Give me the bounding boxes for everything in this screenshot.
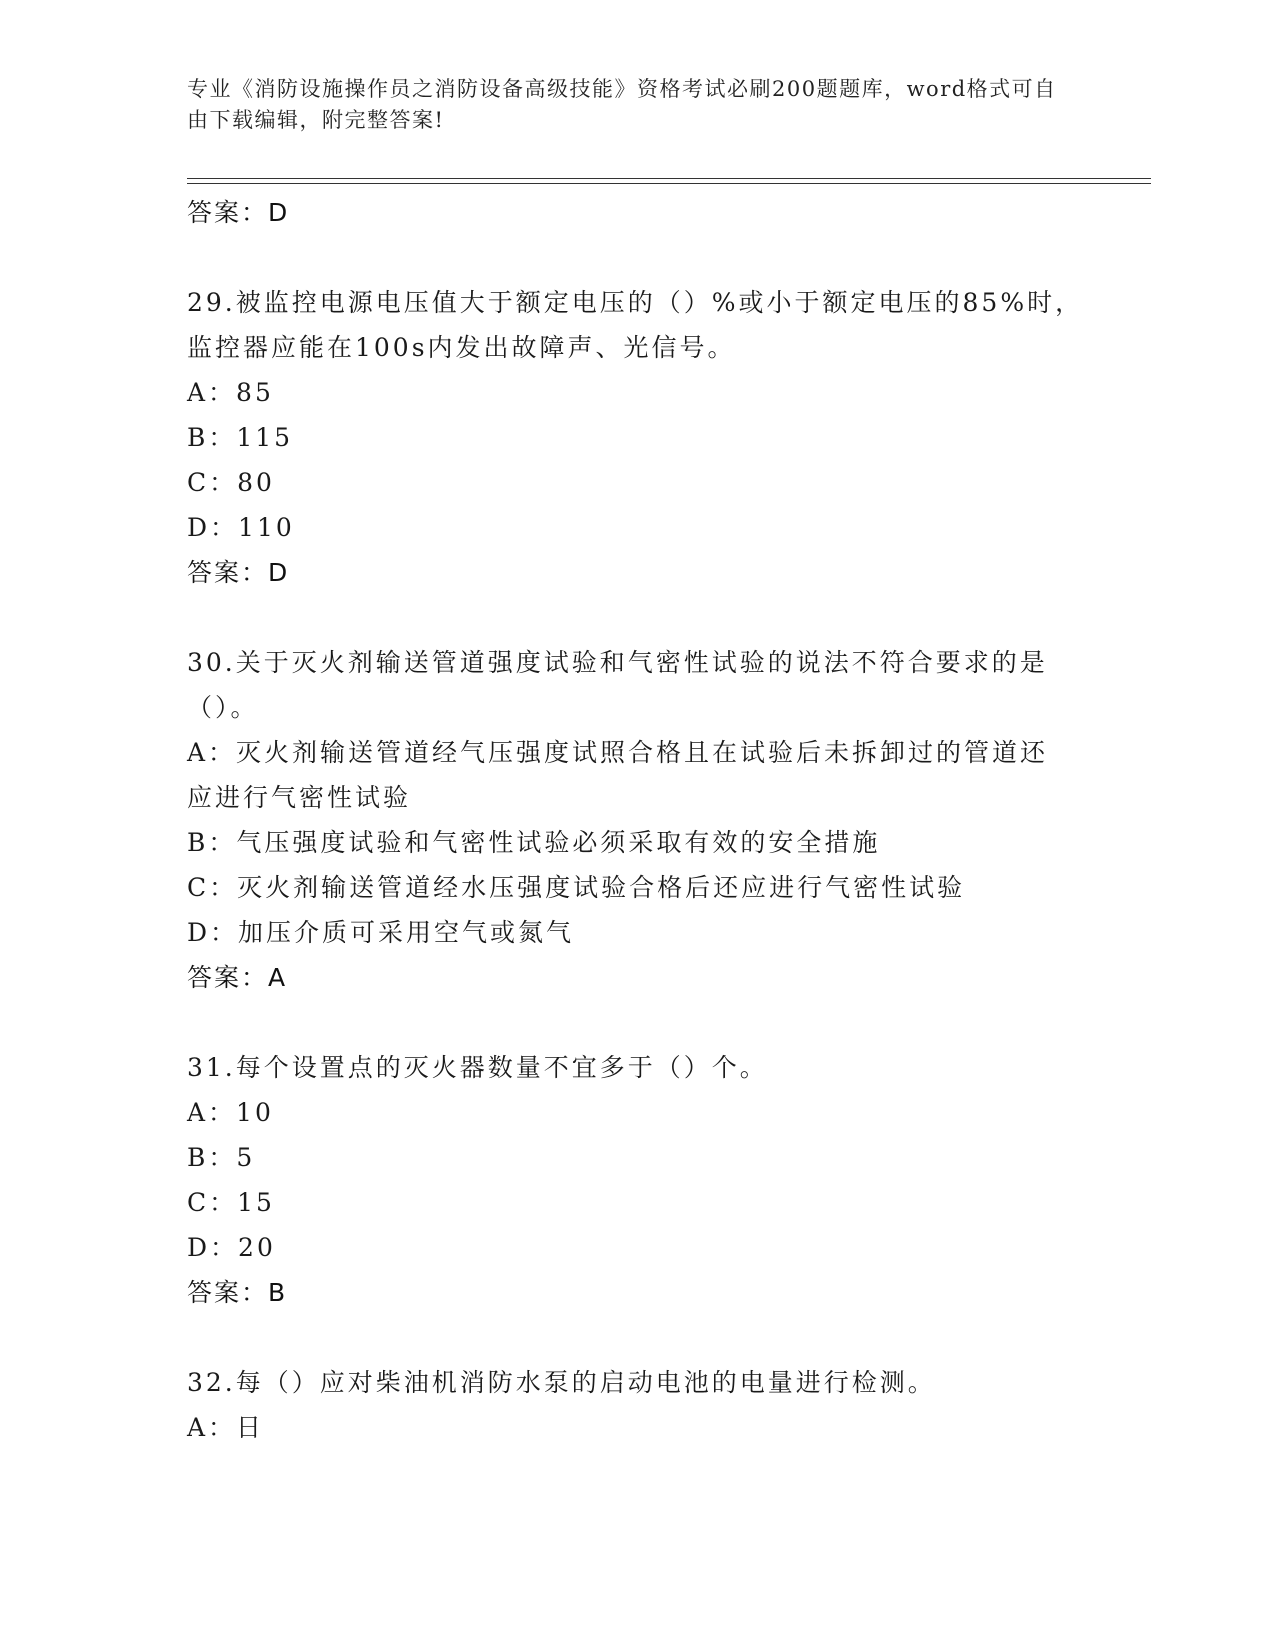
question-30: [187, 640, 1087, 1001]
question-text-line: （）。: [187, 693, 259, 722]
option-a: A：85: [187, 378, 274, 407]
option-a: A：灭火剂输送管道经气压强度试照合格且在试验后未拆卸过的管道还: [187, 738, 1049, 767]
question-list: [187, 190, 1087, 1450]
option-a-continued: 应进行气密性试验: [187, 783, 412, 812]
question-31: [187, 1045, 1087, 1316]
option-b: B：5: [187, 1143, 256, 1172]
previous-answer: 答案：D: [187, 198, 290, 227]
document-header: 专业《消防设施操作员之消防设备高级技能》资格考试必刷200题题库，word格式可自由下载编辑，附完整答案!: [187, 77, 1057, 132]
option-b: B：气压强度试验和气密性试验必须采取有效的安全措施: [187, 828, 881, 857]
spacer: [187, 596, 1087, 640]
answer: 答案：B: [187, 1278, 288, 1307]
option-c: C：80: [187, 468, 275, 497]
option-c: C：灭火剂输送管道经水压强度试验合格后还应进行气密性试验: [187, 873, 966, 902]
header-divider-top: [187, 178, 1151, 179]
question-text-line: 监控器应能在100s内发出故障声、光信号。: [187, 333, 736, 362]
option-b: B：115: [187, 423, 294, 452]
spacer: [187, 1001, 1087, 1045]
option-a: A：10: [187, 1098, 274, 1127]
spacer: [187, 236, 1087, 280]
question-text-line: 30.关于灭火剂输送管道强度试验和气密性试验的说法不符合要求的是: [187, 648, 1048, 677]
question-text-line: 29.被监控电源电压值大于额定电压的（）%或小于额定电压的85%时，: [187, 288, 1084, 317]
option-d: D：20: [187, 1233, 276, 1262]
header-divider-bottom: [187, 183, 1151, 184]
option-d: D：加压介质可采用空气或氮气: [187, 918, 575, 947]
spacer: [187, 1316, 1087, 1360]
question-29: [187, 280, 1087, 596]
option-a: A：日: [187, 1413, 265, 1442]
option-d: D：110: [187, 513, 295, 542]
question-text-line: 31.每个设置点的灭火器数量不宜多于（）个。: [187, 1053, 768, 1082]
question-32: [187, 1360, 1087, 1450]
option-c: C：15: [187, 1188, 275, 1217]
answer: 答案：A: [187, 963, 288, 992]
question-text-line: 32.每（）应对柴油机消防水泵的启动电池的电量进行检测。: [187, 1368, 936, 1397]
answer: 答案：D: [187, 558, 290, 587]
